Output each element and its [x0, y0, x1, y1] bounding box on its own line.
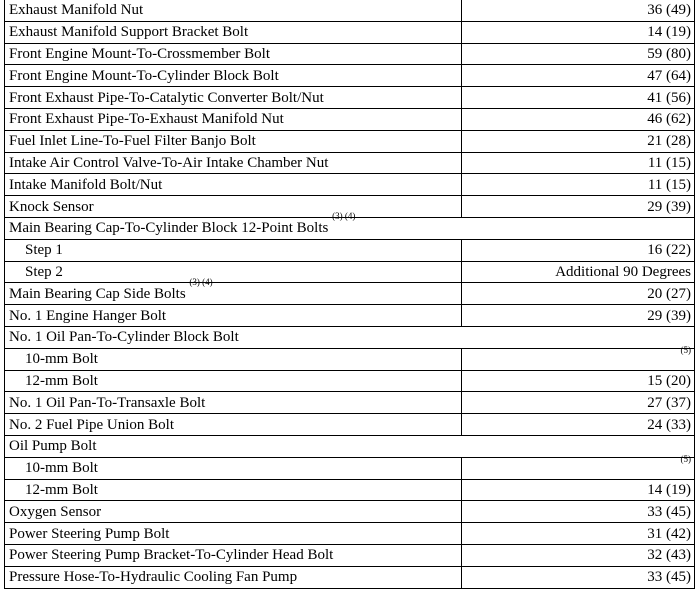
row-label: No. 1 Oil Pan-To-Cylinder Block Bolt: [5, 326, 695, 348]
row-value: 36 (49): [462, 0, 695, 21]
row-label: 12-mm Bolt: [5, 479, 462, 501]
row-value: 33 (45): [462, 566, 695, 588]
row-label: Exhaust Manifold Support Bracket Bolt: [5, 21, 462, 43]
row-label: Fuel Inlet Line-To-Fuel Filter Banjo Bolt: [5, 130, 462, 152]
row-label: Power Steering Pump Bolt: [5, 523, 462, 545]
row-value: 11 (15): [462, 152, 695, 174]
table-row: [5, 43, 695, 65]
row-value-cell: [462, 454, 695, 479]
table-row: [5, 21, 695, 43]
row-label: Front Engine Mount-To-Crossmember Bolt: [5, 43, 462, 65]
row-label: No. 2 Fuel Pipe Union Bolt: [5, 414, 462, 436]
table-row: [5, 65, 695, 87]
table-row: [5, 566, 695, 588]
footnote-marker: (5): [680, 454, 691, 465]
row-value: 24 (33): [462, 414, 695, 436]
table-row: [5, 87, 695, 109]
row-label: 12-mm Bolt: [5, 370, 462, 392]
row-label: Power Steering Pump Bracket-To-Cylinder Head Bolt: [5, 544, 462, 566]
row-label-cell: [5, 211, 695, 239]
table-row: [5, 523, 695, 545]
row-label: Main Bearing Cap-To-Cylinder Block 12-Point Bolts: [9, 220, 329, 237]
table-row: [5, 544, 695, 566]
table-row: [5, 152, 695, 174]
row-label: Knock Sensor: [5, 196, 462, 218]
row-label: Step 1: [5, 239, 462, 261]
table-row-group-header: [5, 326, 695, 348]
row-label: Exhaust Manifold Nut: [5, 0, 462, 21]
row-label: Pressure Hose-To-Hydraulic Cooling Fan Pump: [5, 566, 462, 588]
table-row: [5, 108, 695, 130]
table-row: [5, 130, 695, 152]
torque-spec-table: [4, 0, 695, 589]
row-label: Oxygen Sensor: [5, 501, 462, 523]
row-value-cell: [462, 345, 695, 370]
table-row: [5, 0, 695, 21]
row-value: 11 (15): [462, 174, 695, 196]
row-label: Front Exhaust Pipe-To-Exhaust Manifold Nut: [5, 108, 462, 130]
table-row: [5, 414, 695, 436]
row-value: 21 (28): [462, 130, 695, 152]
row-label-cell: [5, 276, 462, 305]
row-value: 16 (22): [462, 239, 695, 261]
footnote-marker: (5): [680, 345, 691, 356]
row-label: Oil Pump Bolt: [5, 435, 695, 457]
row-label: 10-mm Bolt: [5, 457, 462, 479]
table-row: [5, 174, 695, 196]
table-row: [5, 305, 695, 327]
row-value: Additional 90 Degrees: [462, 261, 695, 283]
row-label: Step 2: [5, 261, 462, 283]
footnote-marker: (3) (4): [332, 211, 356, 222]
row-label: Intake Manifold Bolt/Nut: [5, 174, 462, 196]
table-row: [5, 457, 695, 479]
row-value: 32 (43): [462, 544, 695, 566]
table-row: [5, 392, 695, 414]
row-value: 14 (19): [462, 479, 695, 501]
row-label: 10-mm Bolt: [5, 348, 462, 370]
row-label: No. 1 Engine Hanger Bolt: [5, 305, 462, 327]
table-row: [5, 370, 695, 392]
row-label: Main Bearing Cap Side Bolts: [9, 285, 186, 302]
row-value: 27 (37): [462, 392, 695, 414]
table-row: [5, 479, 695, 501]
table-row: [5, 261, 695, 283]
row-value: 41 (56): [462, 87, 695, 109]
row-label: Front Engine Mount-To-Cylinder Block Bolt: [5, 65, 462, 87]
row-value: 29 (39): [462, 305, 695, 327]
row-value: 31 (42): [462, 523, 695, 545]
table-row: [5, 283, 695, 305]
row-value: 33 (45): [462, 501, 695, 523]
row-value: 15 (20): [462, 370, 695, 392]
table-row-group-header: [5, 435, 695, 457]
row-value: 47 (64): [462, 65, 695, 87]
row-value: 29 (39): [462, 196, 695, 218]
table-row-group-header: [5, 217, 695, 239]
row-label: Intake Air Control Valve-To-Air Intake Chamber Nut: [5, 152, 462, 174]
row-value: 20 (27): [462, 283, 695, 305]
table-row: [5, 501, 695, 523]
table-row: [5, 239, 695, 261]
row-value: 46 (62): [462, 108, 695, 130]
row-value: 59 (80): [462, 43, 695, 65]
row-label: No. 1 Oil Pan-To-Transaxle Bolt: [5, 392, 462, 414]
footnote-marker: (3) (4): [189, 276, 213, 287]
row-label: Front Exhaust Pipe-To-Catalytic Converter Bolt/Nut: [5, 87, 462, 109]
table-row: [5, 348, 695, 370]
row-value: 14 (19): [462, 21, 695, 43]
